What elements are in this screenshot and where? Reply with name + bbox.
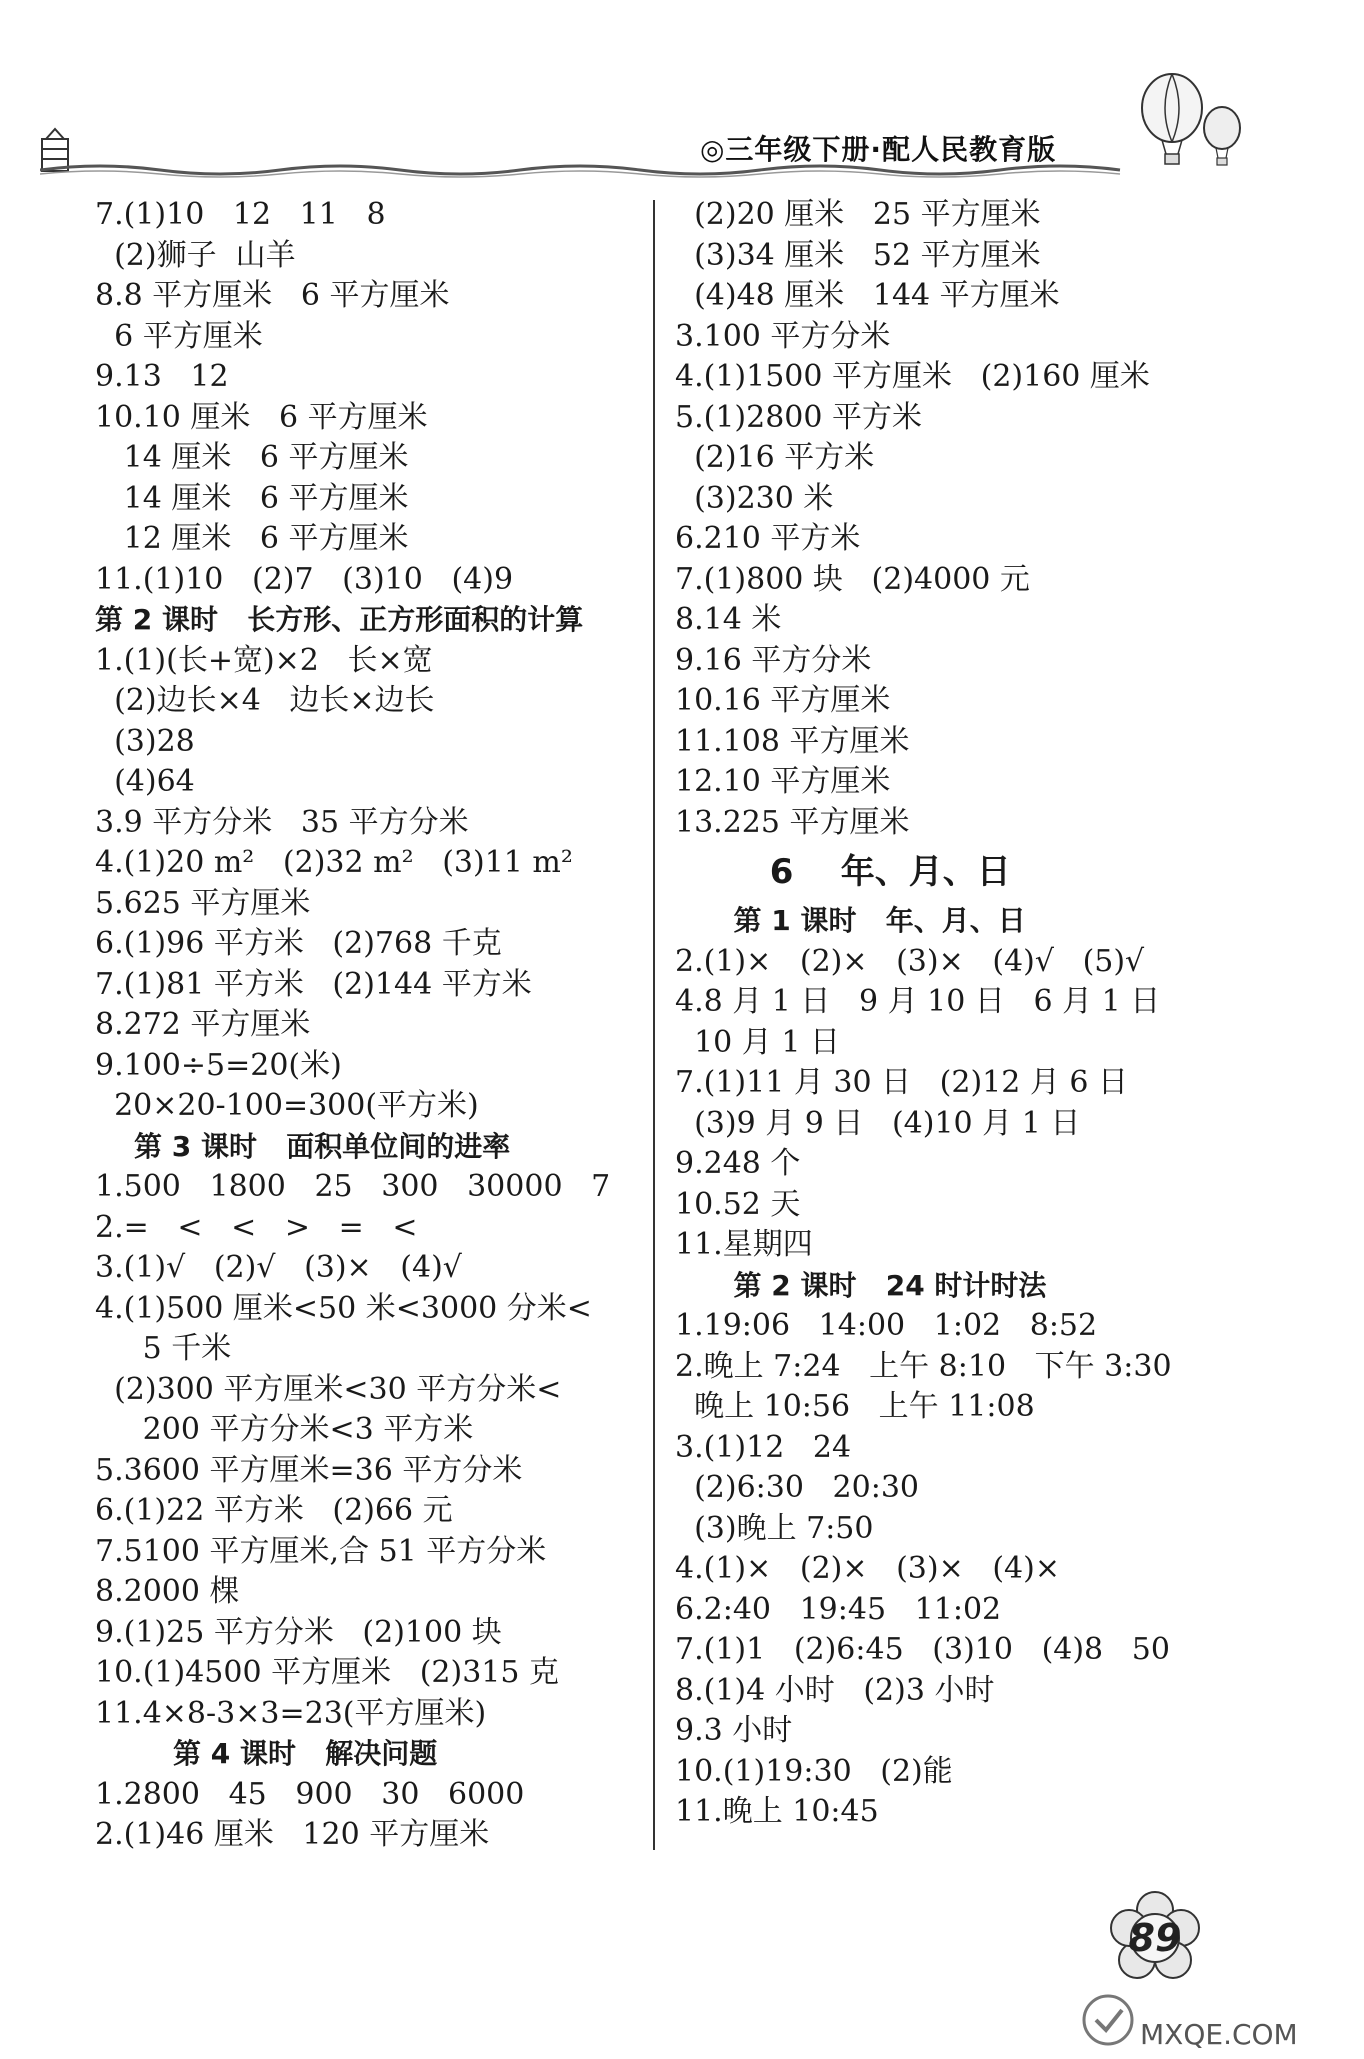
answer-line: 7.(1)1 (2)6:45 (3)10 (4)8 50 — [675, 1632, 1170, 1667]
answer-line: (2)6:30 20:30 — [675, 1470, 919, 1505]
answer-line: 1.(1)(长+宽)×2 长×宽 — [95, 642, 433, 678]
answer-line: 1.500 1800 25 300 30000 7 — [95, 1169, 611, 1204]
column-divider — [653, 200, 655, 1850]
answer-line: 14 厘米 6 平方厘米 — [95, 440, 409, 475]
lesson-heading: 第 2 课时 24 时计时法 — [675, 1268, 1047, 1302]
lesson-heading: 第 3 课时 面积单位间的进率 — [95, 1129, 511, 1163]
answer-line: (3)晚上 7:50 — [675, 1510, 874, 1546]
answer-line: (2)300 平方厘米<30 平方分米< — [95, 1371, 562, 1407]
answer-line: 8.14 米 — [675, 602, 782, 637]
answer-line: 12.10 平方厘米 — [675, 764, 891, 799]
answer-line: (4)48 厘米 144 平方厘米 — [675, 278, 1060, 313]
answer-line: 7.(1)11 月 30 日 (2)12 月 6 日 — [675, 1065, 1129, 1100]
answer-line: 6.210 平方米 — [675, 521, 861, 556]
answers-left-column — [95, 195, 645, 1856]
answer-line: 4.(1)20 m² (2)32 m² (3)11 m² — [95, 845, 573, 880]
answer-line: (2)20 厘米 25 平方厘米 — [675, 197, 1041, 232]
answer-line: (3)230 米 — [675, 480, 834, 516]
answer-line: 晚上 10:56 上午 11:08 — [675, 1389, 1035, 1424]
answer-line: 6 平方厘米 — [95, 318, 263, 354]
answer-line: 4.(1)1500 平方厘米 (2)160 厘米 — [675, 359, 1150, 394]
answer-line: 9.3 小时 — [675, 1713, 793, 1748]
answer-line: (3)9 月 9 日 (4)10 月 1 日 — [675, 1105, 1081, 1141]
answer-line: 8.272 平方厘米 — [95, 1007, 311, 1042]
answer-line: 11.(1)10 (2)7 (3)10 (4)9 — [95, 561, 514, 597]
answer-line: 3.9 平方分米 35 平方分米 — [95, 804, 469, 840]
book-title: ◎三年级下册·配人民教育版 — [700, 133, 1057, 166]
answer-line: 14 厘米 6 平方厘米 — [95, 480, 409, 516]
answer-line: 8.(1)4 小时 (2)3 小时 — [675, 1672, 995, 1708]
answer-line: 10 月 1 日 — [675, 1024, 840, 1060]
answer-line: 6.2:40 19:45 11:02 — [675, 1591, 1002, 1627]
answer-line: 2.(1)× (2)× (3)× (4)√ (5)√ — [675, 943, 1145, 979]
page-number-badge — [1105, 1888, 1205, 1988]
lesson-heading: 第 2 课时 长方形、正方形面积的计算 — [95, 603, 584, 636]
answer-line: 2.晚上 7:24 上午 8:10 下午 3:30 — [675, 1348, 1172, 1384]
answer-line: (3)28 — [95, 723, 195, 759]
answer-line: 4.(1)500 厘米<50 米<3000 分米< — [95, 1290, 592, 1326]
answer-line: 10.16 平方厘米 — [675, 683, 891, 718]
answer-line: 9.13 12 — [95, 359, 229, 394]
hot-air-balloon-icon — [1130, 70, 1250, 180]
answer-line: 3.100 平方分米 — [675, 318, 891, 354]
answer-line: 4.(1)× (2)× (3)× (4)× — [675, 1551, 1060, 1586]
watermark-text: MXQE.COM — [1140, 2018, 1298, 2051]
watermark — [1080, 1990, 1360, 2054]
answer-line: 6.(1)22 平方米 (2)66 元 — [95, 1493, 453, 1528]
answer-line: (3)34 厘米 52 平方厘米 — [675, 237, 1041, 273]
answer-line: 13.225 平方厘米 — [675, 804, 910, 840]
answer-line: 7.(1)81 平方米 (2)144 平方米 — [95, 966, 532, 1002]
answer-line: 200 平方分米<3 平方米 — [95, 1412, 474, 1447]
lesson-heading: 第 1 课时 年、月、日 — [675, 904, 1026, 937]
page-header — [0, 0, 1364, 190]
watermark-logo-icon — [1080, 1992, 1136, 2048]
answer-line: 11.108 平方厘米 — [675, 723, 910, 759]
answer-line: 5.(1)2800 平方米 — [675, 399, 923, 435]
answer-line: 2.= < < > = < — [95, 1209, 418, 1245]
answer-line: 5.3600 平方厘米=36 平方分米 — [95, 1452, 523, 1488]
chapter-heading: 6 年、月、日 — [675, 852, 1011, 892]
answer-line: 10.(1)4500 平方厘米 (2)315 克 — [95, 1655, 559, 1690]
answer-line: 7.5100 平方厘米,合 51 平方分米 — [95, 1533, 547, 1569]
answer-line: 10.52 天 — [675, 1186, 801, 1222]
answer-line: 9.16 平方分米 — [675, 642, 872, 678]
answer-line: (4)64 — [95, 764, 195, 799]
answer-line: 11.晚上 10:45 — [675, 1794, 879, 1829]
answer-line: 5.625 平方厘米 — [95, 885, 311, 921]
answer-line: 4.8 月 1 日 9 月 10 日 6 月 1 日 — [675, 984, 1161, 1019]
answer-line: 1.2800 45 900 30 6000 — [95, 1776, 525, 1812]
answer-line: 3.(1)√ (2)√ (3)× (4)√ — [95, 1250, 462, 1285]
answer-line: 6.(1)96 平方米 (2)768 千克 — [95, 926, 502, 961]
answer-line: 10.(1)19:30 (2)能 — [675, 1753, 953, 1789]
answer-line: 9.248 个 — [675, 1146, 801, 1181]
answer-line: 2.(1)46 厘米 120 平方厘米 — [95, 1817, 490, 1852]
answer-line: 7.(1)800 块 (2)4000 元 — [675, 561, 1030, 597]
lesson-heading: 第 4 课时 解决问题 — [95, 1737, 438, 1770]
answer-line: 11.星期四 — [675, 1227, 813, 1262]
answers-right-column — [675, 195, 1275, 1833]
answer-line: 12 厘米 6 平方厘米 — [95, 521, 409, 556]
answer-line: 9.100÷5=20(米) — [95, 1047, 342, 1083]
answer-line: 7.(1)10 12 11 8 — [95, 197, 386, 232]
answer-line: 8.2000 棵 — [95, 1574, 240, 1609]
answer-line: (2)边长×4 边长×边长 — [95, 683, 435, 718]
answer-line: (2)狮子 山羊 — [95, 237, 296, 273]
answer-line: 11.4×8-3×3=23(平方厘米) — [95, 1695, 487, 1731]
answer-line: 1.19:06 14:00 1:02 8:52 — [675, 1308, 1098, 1343]
answer-line: 5 千米 — [95, 1331, 232, 1366]
answer-line: 9.(1)25 平方分米 (2)100 块 — [95, 1614, 502, 1650]
answer-line: 3.(1)12 24 — [675, 1429, 852, 1465]
answer-line: (2)16 平方米 — [675, 440, 875, 475]
page-number: 89 — [1128, 1916, 1182, 1960]
answer-line: 20×20-100=300(平方米) — [95, 1088, 479, 1123]
answer-line: 8.8 平方厘米 6 平方厘米 — [95, 278, 450, 313]
answer-line: 10.10 厘米 6 平方厘米 — [95, 399, 428, 435]
